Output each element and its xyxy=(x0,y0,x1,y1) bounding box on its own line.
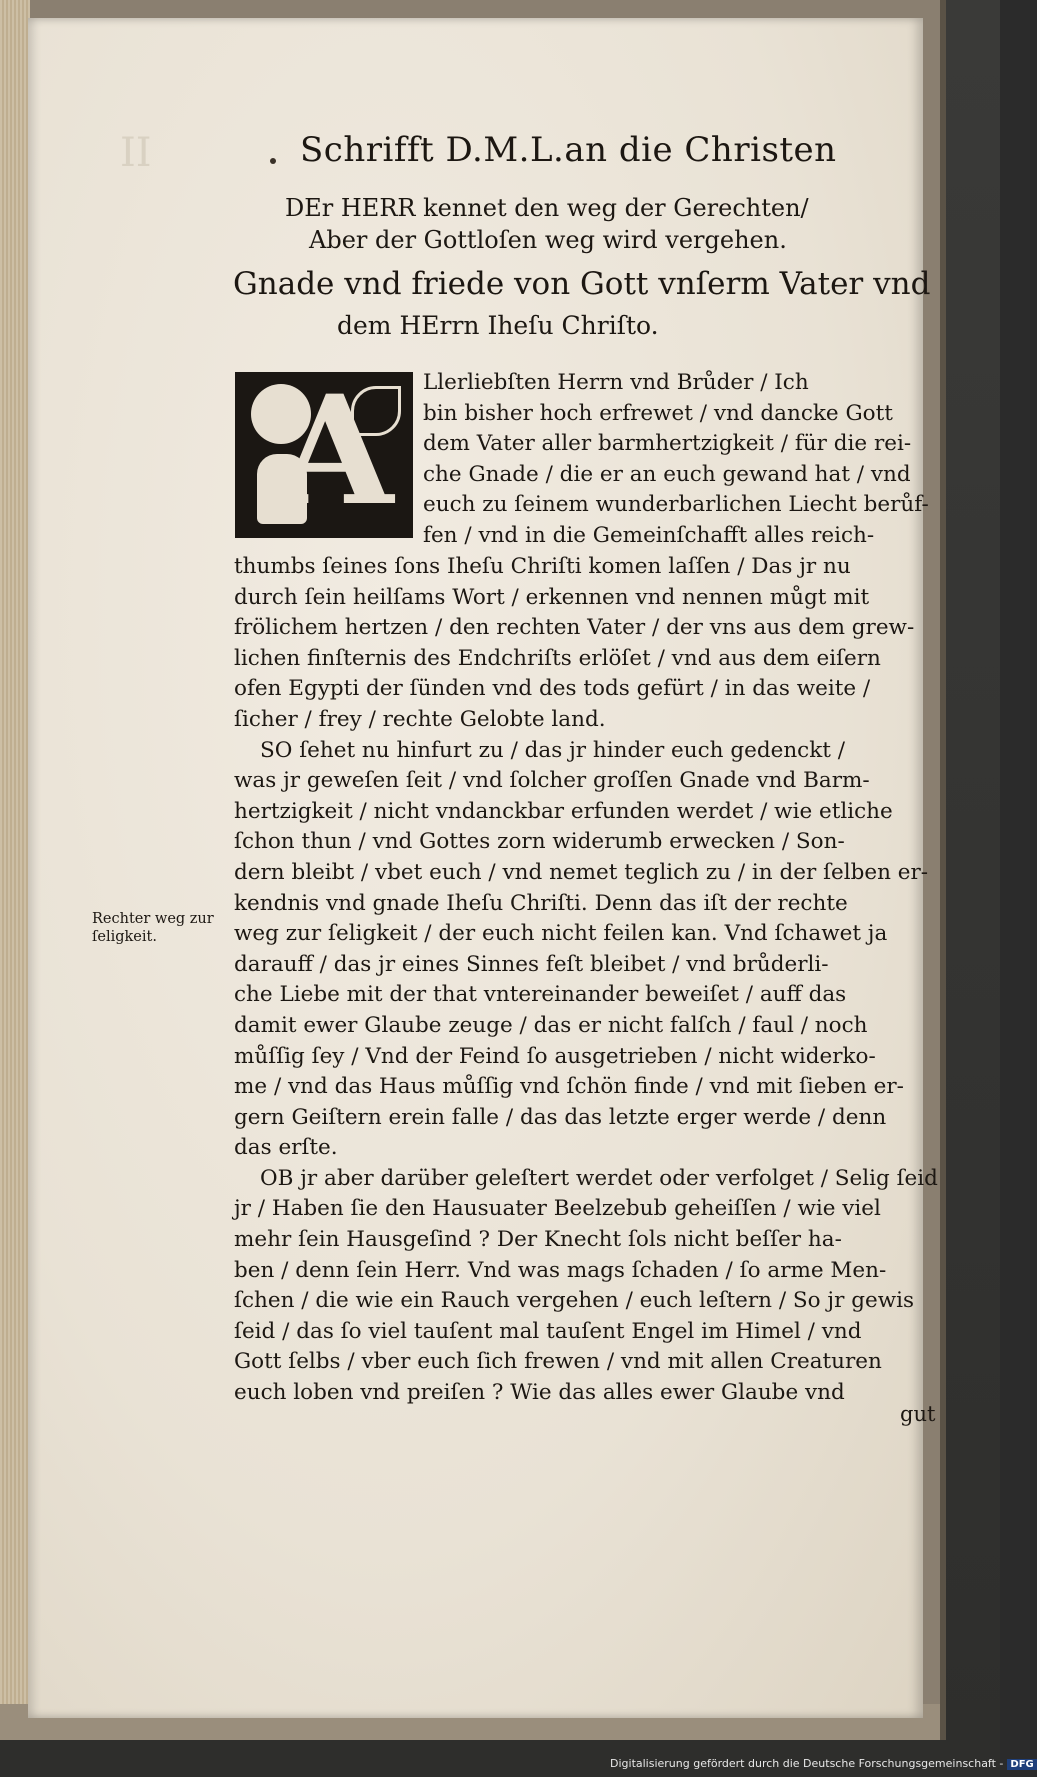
bleed-through-numeral: II xyxy=(120,130,152,176)
text-line: Llerliebſten Herrn vnd Brůder / Ich xyxy=(423,370,809,395)
marginal-line: Rechter weg zur xyxy=(92,911,214,927)
ornament-dot xyxy=(270,158,276,164)
greeting-line: Gnade vnd friede von Gott vnſerm Vater vnd xyxy=(233,266,931,302)
motto-line: Aber der Gottloſen weg wird vergehen. xyxy=(309,226,787,254)
text-line: weg zur ſeligkeit / der euch nicht feilen kan. Vnd ſchawet ja xyxy=(234,921,888,947)
dfg-logo: DFG xyxy=(1007,1759,1036,1770)
funding-credit-text: Digitalisierung gefördert durch die Deutsche Forschungsgemeinschaft - xyxy=(610,1757,1004,1770)
marginal-line: ſeligkeit. xyxy=(92,929,157,945)
text-line: gern Geiſtern erein falle / das das letzte erger werde / denn xyxy=(234,1104,887,1130)
text-line: ſchon thun / vnd Gottes zorn widerumb erwecken / Son- xyxy=(234,829,845,855)
text-line: das erſte. xyxy=(234,1135,338,1161)
text-line: lichen finſternis des Endchriſts erlöſet / vnd aus dem eiſern xyxy=(234,645,881,671)
text-line: ofen Egypti der ſünden vnd des tods gefürt / in das weite / xyxy=(234,676,871,702)
text-line: Gott ſelbs / vber euch ſich frewen / vnd mit allen Creaturen xyxy=(234,1349,882,1375)
text-line: euch zu ſeinem wunderbarlichen Liecht berůf- xyxy=(423,492,929,518)
wrapped-opening xyxy=(423,368,943,552)
text-line: euch loben vnd preiſen ? Wie das alles ewer Glaube vnd xyxy=(234,1380,845,1406)
text-line: me / vnd das Haus můſſig vnd ſchön finde / vnd mit ſieben er- xyxy=(234,1074,904,1100)
main-text xyxy=(234,552,940,1409)
text-line: durch ſein heilſams Wort / erkennen vnd nennen můgt mit xyxy=(234,584,870,610)
funding-credit xyxy=(610,1757,1037,1770)
text-line: darauff / das jr eines Sinnes feſt bleibet / vnd brůderli- xyxy=(234,951,829,977)
page-edges xyxy=(0,0,30,1720)
text-line: kendnis vnd gnade Iheſu Chriſti. Denn das iſt der rechte xyxy=(234,890,848,916)
decorated-initial xyxy=(235,363,413,539)
text-line: was jr geweſen ſeit / vnd ſolcher groſſen Gnade vnd Barm- xyxy=(234,768,870,794)
text-line: damit ewer Glaube zeuge / das er nicht falſch / faul / noch xyxy=(234,1012,868,1038)
text-line: dem Vater aller barmhertzigkeit / für die rei- xyxy=(423,431,912,457)
text-line: SO ſehet nu hinfurt zu / das jr hinder euch gedenckt / xyxy=(260,737,845,763)
text-line: ſchen / die wie ein Rauch vergehen / euch leſtern / So jr gewis xyxy=(234,1288,915,1314)
text-line: dern bleibt / vbet euch / vnd nemet teglich zu / in der ſelben er- xyxy=(234,859,929,885)
greeting-line: dem HErrn Iheſu Chriſto. xyxy=(337,311,659,340)
text-line: thumbs ſeines ſons Iheſu Chriſti komen laſſen / Das jr nu xyxy=(234,554,851,579)
marginal-note xyxy=(92,910,232,946)
page-title: Schrifft D.M.L.an die Christen xyxy=(300,130,837,170)
initial-letter: A xyxy=(277,363,394,539)
text-line: ben / denn ſein Herr. Vnd was mags ſchaden / ſo arme Men- xyxy=(234,1257,887,1283)
text-line: che Gnade / die er an euch gewand hat / vnd xyxy=(423,461,911,487)
text-line: fen / vnd in die Gemeinſchafft alles reich- xyxy=(423,522,875,548)
text-line: OB jr aber darüber geleſtert werdet oder verfolget / Selig ſeid xyxy=(260,1165,938,1191)
greeting xyxy=(233,263,930,347)
text-line: jr / Haben ſie den Hausuater Beelzebub geheiſſen / wie viel xyxy=(234,1196,881,1222)
text-line: che Liebe mit der that vntereinander beweiſet / auff das xyxy=(234,982,847,1008)
text-line: hertzigkeit / nicht vndanckbar erfunden werdet / wie etliche xyxy=(234,798,893,824)
text-line: můſſig ſey / Vnd der Feind ſo ausgetrieben / nicht widerko- xyxy=(234,1043,876,1069)
catchword: gut xyxy=(900,1402,936,1426)
motto xyxy=(285,192,809,256)
text-line: ſeid / das ſo viel tauſent mal tauſent Engel im Himel / vnd xyxy=(234,1318,862,1344)
motto-line: DEr HERR kennet den weg der Gerechten/ xyxy=(285,194,809,222)
text-line: ſicher / frey / rechte Gelobte land. xyxy=(234,706,606,732)
text-line: bin bisher hoch erfrewet / vnd dancke Gott xyxy=(423,400,893,426)
text-line: mehr ſein Hausgeſind ? Der Knecht ſols nicht beſſer ha- xyxy=(234,1227,842,1253)
text-line: frölichem hertzen / den rechten Vater / der vns aus dem grew- xyxy=(234,615,915,641)
